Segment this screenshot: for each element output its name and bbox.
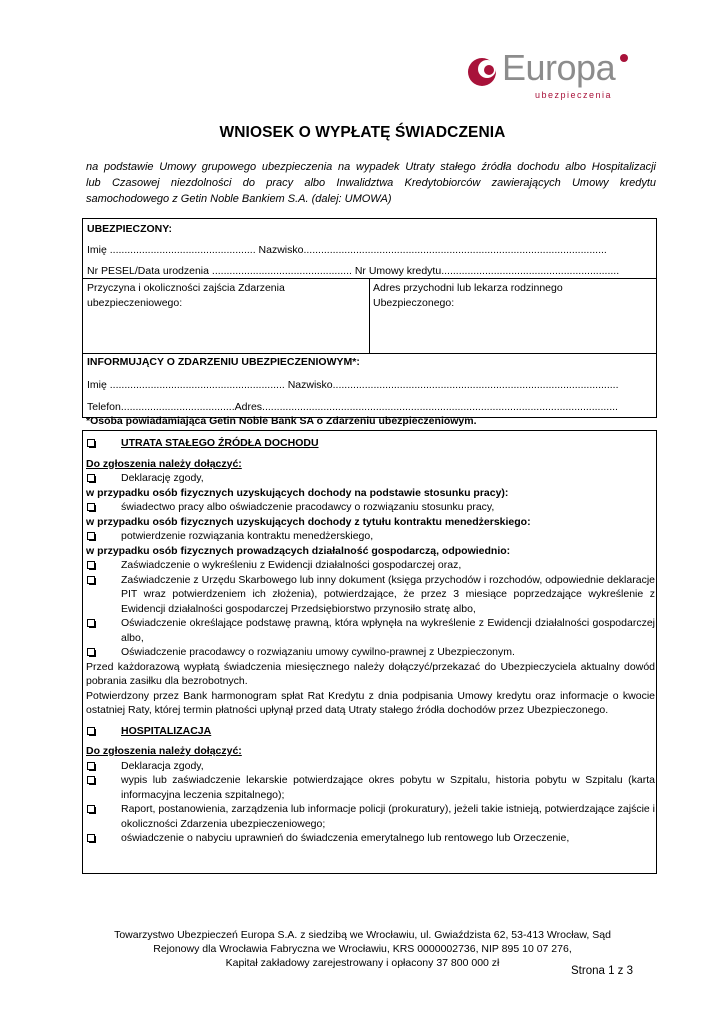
logo-subtitle: ubezpieczenia [535,90,613,100]
checkbox-icon[interactable] [87,439,95,447]
list-item: wypis lub zaświadczenie lekarskie potwierdzające okres pobytu w Szpitalu, historia pobytu w Szpitalu (karta informacyjna leczenia szpitalnego); [86,773,655,802]
paragraph: Przed każdorazową wypłatą świadczenia miesięcznego należy dołączyć/przekazać do Ubezpieczyciela aktualny dowód pobrania zasiłku dla bezrobotnych. [86,660,655,687]
document-title: WNIOSEK O WYPŁATĘ ŚWIADCZENIA [219,124,506,141]
checkbox-icon[interactable] [87,762,95,770]
intro-line: na podstawie Umowy grupowego ubezpieczenia na wypadek Utraty stałego źródła dochodu albo Hospitalizacji [86,161,656,173]
insured-header: UBEZPIECZONY: [87,223,172,235]
insured-pesel-field[interactable]: Nr PESEL/Data urodzenia ................................................ Nr Umowy kredytu............................................................. [87,265,620,277]
checkbox-icon[interactable] [87,561,95,569]
attach-heading: Do zgłoszenia należy dołączyć: [86,745,242,757]
attachments-box [82,430,657,874]
clinic-address-label: Adres przychodni lub lekarza rodzinnego [373,282,563,294]
informant-header: INFORMUJĄCY O ZDARZENIU UBEZPIECZENIOWYM*: [87,356,360,368]
footer-line: Kapitał zakładowy zarejestrowany i opłacony 37 800 000 zł [225,957,500,969]
europa-logo [462,47,642,102]
list-item: Zaświadczenie o wykreśleniu z Ewidencji działalności gospodarczej oraz, [86,558,655,573]
list-item: Oświadczenie pracodawcy o rozwiązaniu umowy cywilno-prawnej z Ubezpieczonym. [86,645,655,660]
clinic-address-label: Ubezpieczonego: [373,297,455,309]
insured-name-field[interactable]: Imię .................................................. Nazwisko........................................................................................................ [87,244,607,256]
informant-name-field[interactable]: Imię ............................................................ Nazwisko.................................................................................................. [87,379,619,391]
list-item: Deklarację zgody, [86,471,655,486]
checkbox-icon[interactable] [87,619,95,627]
section-hospitalization[interactable] [86,724,655,739]
intro-paragraph [86,159,656,207]
list-item: Zaświadczenie z Urzędu Skarbowego lub inny dokument (księga przychodów i rozchodów, odpowiednie deklaracje PIT wraz potwierdzeniem ich złożenia), potwierdzające, że przez 3 miesiące poprzedzające wykreślenie z Ewidencji działalności gospodarczej Przedsiębiorstwo przynosiło stratę albo, [86,573,655,617]
checkbox-icon[interactable] [87,576,95,584]
checkbox-icon[interactable] [87,776,95,784]
business-header: w przypadku osób fizycznych prowadzących działalność gospodarczą, odpowiednio: [86,544,511,557]
checkbox-icon[interactable] [87,727,95,735]
list-item: potwierdzenie rozwiązania kontraktu menedżerskiego, [86,529,655,544]
checkbox-icon[interactable] [87,834,95,842]
checkbox-icon[interactable] [87,648,95,656]
cause-label: Przyczyna i okoliczności zajścia Zdarzenia [87,282,285,294]
divider [83,353,656,354]
checkbox-icon[interactable] [87,503,95,511]
section-heading: UTRATA STAŁEGO ŹRÓDŁA DOCHODU [121,437,319,449]
footer-line: Rejonowy dla Wrocławia Fabryczna we Wrocławiu, KRS 0000002736, NIP 895 10 07 276, [153,943,572,955]
footer [0,928,725,970]
informant-note: *Osoba powiadamiająca Getin Noble Bank SA o Zdarzeniu ubezpieczeniowym. [86,415,477,427]
checkbox-icon[interactable] [87,474,95,482]
informant-phone-address-field[interactable]: Telefon.......................................Adres.......................................................................................................................... [87,401,618,413]
section-heading: HOSPITALIZACJA [121,724,212,737]
section-income-loss[interactable] [86,436,655,451]
intro-line: samochodowego z Getin Noble Bankiem S.A. (dalej: UMOWA) [86,193,392,205]
list-item: świadectwo pracy albo oświadczenie pracodawcy o rozwiązaniu stosunku pracy, [86,500,655,515]
logo-wordmark: Europa [502,47,616,88]
employment-header: w przypadku osób fizycznych uzyskujących dochody na podstawie stosunku pracy): [86,486,509,499]
list-item: Raport, postanowienia, zarządzenia lub informacje policji (prokuratury), jeżeli takie istnieją, potwierdzające zajście i okoliczności Zdarzenia ubezpieczeniowego; [86,802,655,831]
checkbox-icon[interactable] [87,805,95,813]
cause-label: ubezpieczeniowego: [87,297,183,309]
page-number: Strona 1 z 3 [571,965,634,977]
list-item: Oświadczenie określające podstawę prawną, która wpłynęła na wykreślenie z Ewidencji działalności gospodarczej albo, [86,616,655,645]
manager-header: w przypadku osób fizycznych uzyskujących dochody z tytułu kontraktu menedżerskiego: [86,515,531,528]
divider [369,279,370,354]
checkbox-icon[interactable] [87,532,95,540]
intro-line: lub Czasowej niezdolności do pracy albo Inwalidztwa Kredytobiorców zawierających Umowy kredytu [86,177,656,189]
list-item: oświadczenie o nabyciu uprawnień do świadczenia emerytalnego lub rentowego lub Orzeczenie, [86,831,655,846]
insured-form-box [82,218,657,418]
list-item: Deklaracja zgody, [86,759,655,774]
footer-line: Towarzystwo Ubezpieczeń Europa S.A. z siedzibą we Wrocławiu, ul. Gwiaździsta 62, 53-413 Wrocław, Sąd [114,929,611,941]
paragraph: Potwierdzony przez Bank harmonogram spłat Rat Kredytu z dnia podpisania Umowy kredytu oraz informacje o kwocie ostatniej Raty, której termin płatności upłynął przed datą Utraty stałego źródła dochodów przez Ubezpieczonego. [86,689,655,716]
attach-heading: Do zgłoszenia należy dołączyć: [86,457,242,470]
